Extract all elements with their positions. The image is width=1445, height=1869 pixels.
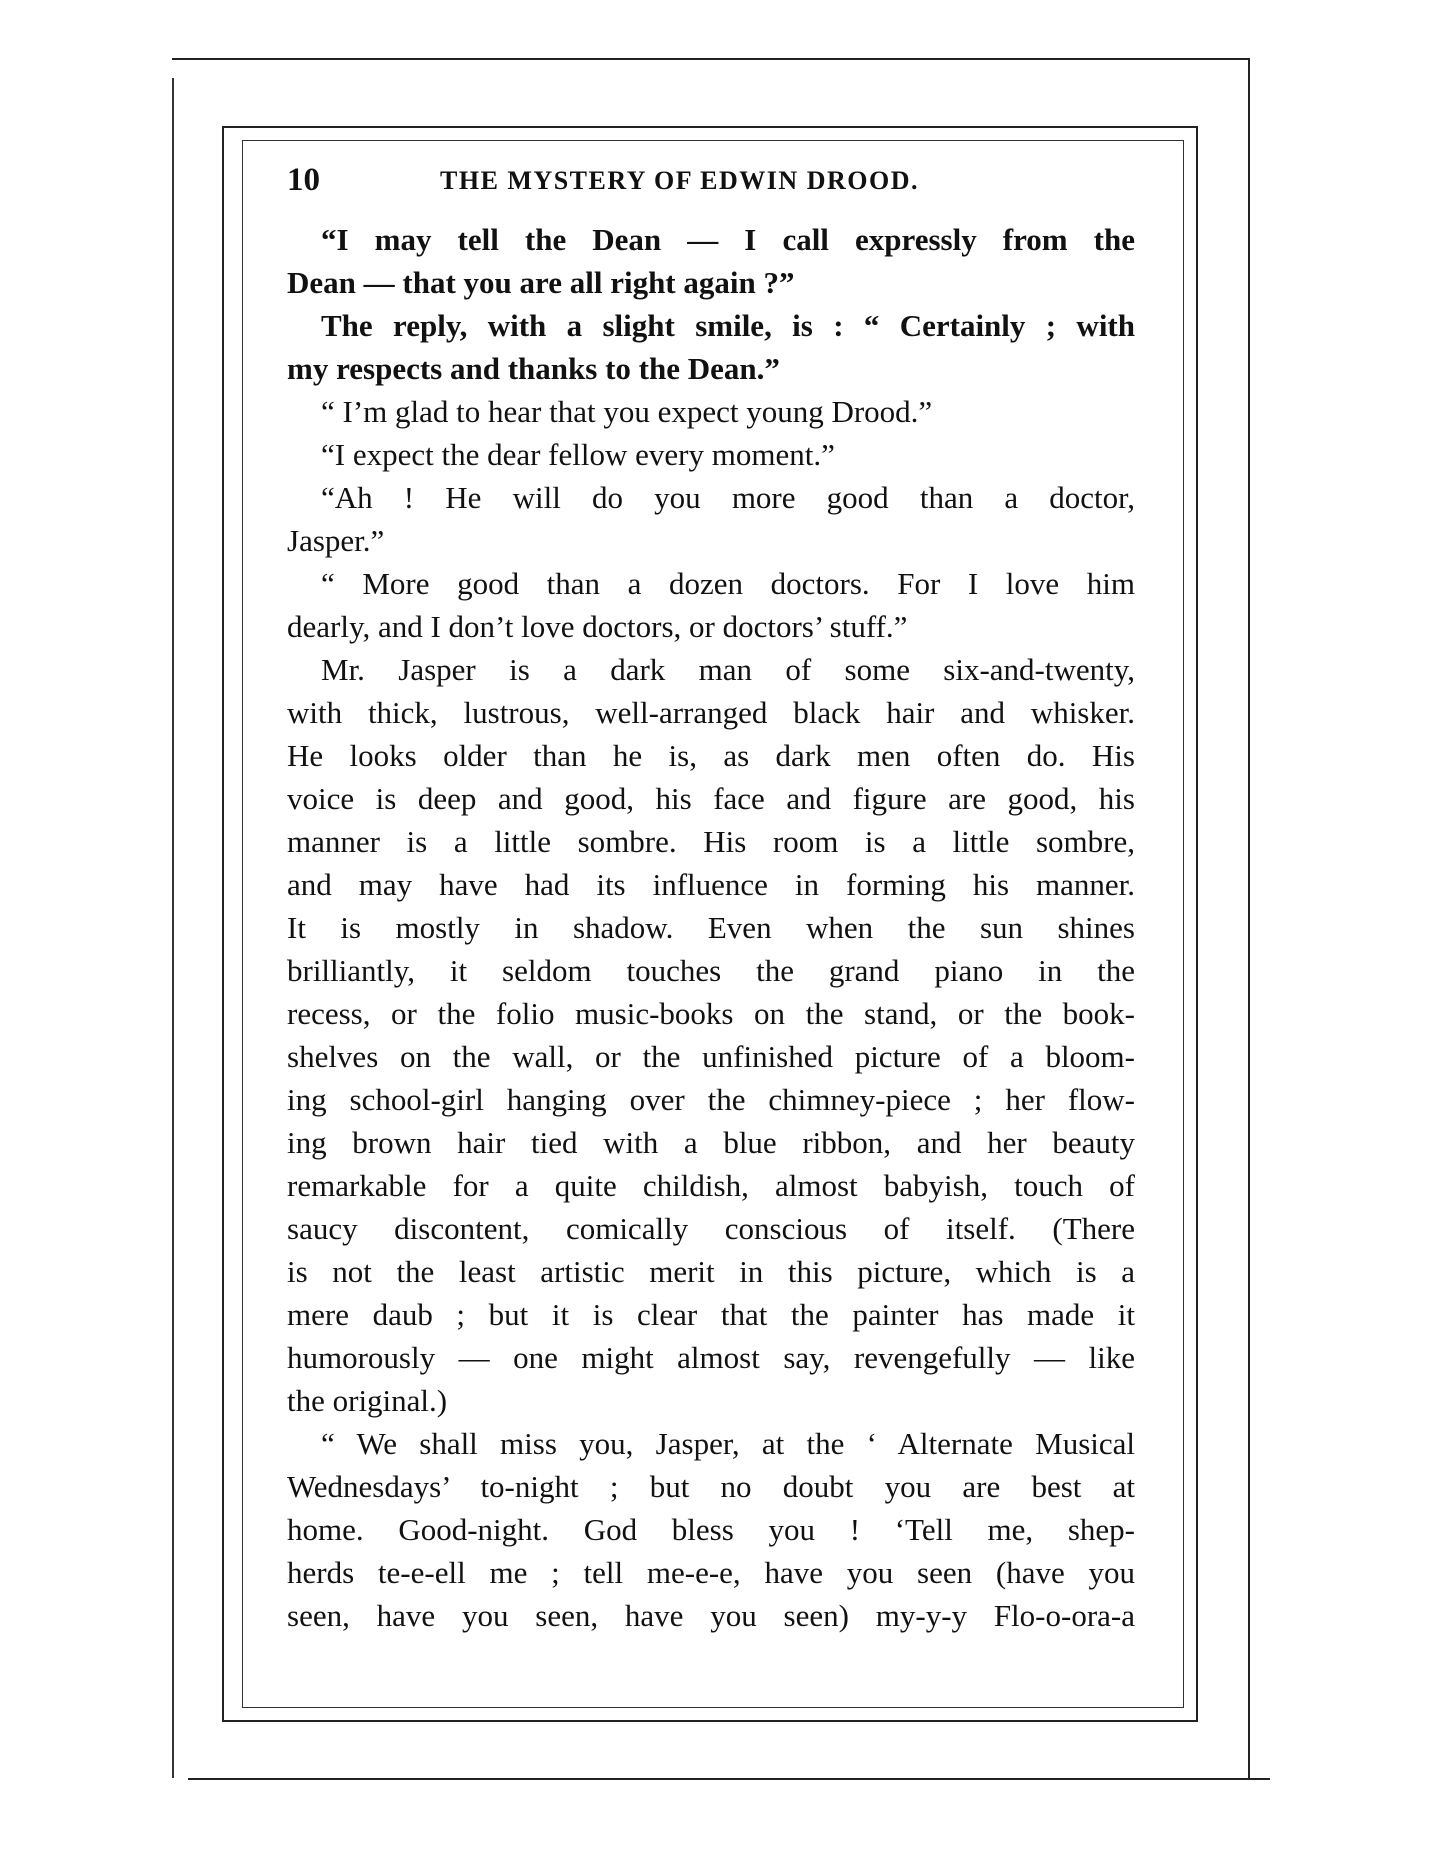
page-edge-right — [1248, 58, 1250, 1780]
text-line: dearly, and I don’t love doctors, or doctors’ stuff.” — [287, 609, 908, 644]
running-title: THE MYSTERY OF EDWIN DROOD. — [440, 166, 919, 195]
text-line: ing brown hair tied with a blue ribbon, and her beauty — [287, 1125, 1135, 1160]
text-line: and may have had its influence in forming his manner. — [287, 867, 1135, 902]
text-line: ing school-girl hanging over the chimney-piece ; her flow- — [287, 1082, 1135, 1117]
text-line: remarkable for a quite childish, almost babyish, touch of — [287, 1168, 1135, 1203]
text-line: “ I’m glad to hear that you expect young Drood.” — [321, 394, 933, 429]
text-line: the original.) — [287, 1383, 448, 1418]
text-line: Jasper.” — [287, 523, 385, 558]
text-line: my respects and thanks to the Dean.” — [287, 351, 780, 386]
text-line: is not the least artistic merit in this picture, which is a — [287, 1254, 1135, 1289]
text-line: humorously — one might almost say, revengefully — like — [287, 1340, 1135, 1375]
page-edge-left — [172, 78, 174, 1778]
text-line: “I may tell the Dean — I call expressly from the — [321, 222, 1135, 257]
text-line: brilliantly, it seldom touches the grand piano in the — [287, 953, 1135, 988]
running-head — [287, 162, 1135, 210]
text-line: home. Good-night. God bless you ! ‘Tell me, shep- — [287, 1512, 1135, 1547]
text-line: “I expect the dear fellow every moment.” — [321, 437, 835, 472]
text-line: recess, or the folio music-books on the stand, or the book- — [287, 996, 1135, 1031]
text-line: voice is deep and good, his face and figure are good, his — [287, 781, 1135, 816]
text-line: It is mostly in shadow. Even when the sun shines — [287, 910, 1135, 945]
text-line: Dean — that you are all right again ?” — [287, 265, 795, 300]
text-line: manner is a little sombre. His room is a little sombre, — [287, 824, 1135, 859]
text-line: “Ah ! He will do you more good than a doctor, — [321, 480, 1135, 515]
page-edge-top — [172, 58, 1250, 60]
text-line: Mr. Jasper is a dark man of some six-and-twenty, — [321, 652, 1135, 687]
text-line: seen, have you seen, have you seen) my-y-y Flo-o-ora-a — [287, 1598, 1135, 1633]
text-line: He looks older than he is, as dark men often do. His — [287, 738, 1135, 773]
text-line: Wednesdays’ to-night ; but no doubt you are best at — [287, 1469, 1135, 1504]
text-line: with thick, lustrous, well-arranged black hair and whisker. — [287, 695, 1135, 730]
text-line: saucy discontent, comically conscious of itself. (There — [287, 1211, 1135, 1246]
page-number: 10 — [287, 162, 320, 198]
text-line: mere daub ; but it is clear that the painter has made it — [287, 1297, 1135, 1332]
text-line: herds te-e-ell me ; tell me-e-e, have you seen (have you — [287, 1555, 1135, 1590]
text-line: “ More good than a dozen doctors. For I love him — [321, 566, 1135, 601]
text-line: “ We shall miss you, Jasper, at the ‘ Alternate Musical — [321, 1426, 1135, 1461]
text-line: The reply, with a slight smile, is : “ Certainly ; with — [321, 308, 1135, 343]
text-line: shelves on the wall, or the unfinished picture of a bloom- — [287, 1039, 1135, 1074]
page-text-block — [287, 162, 1135, 1637]
page-edge-bottom — [188, 1778, 1270, 1780]
